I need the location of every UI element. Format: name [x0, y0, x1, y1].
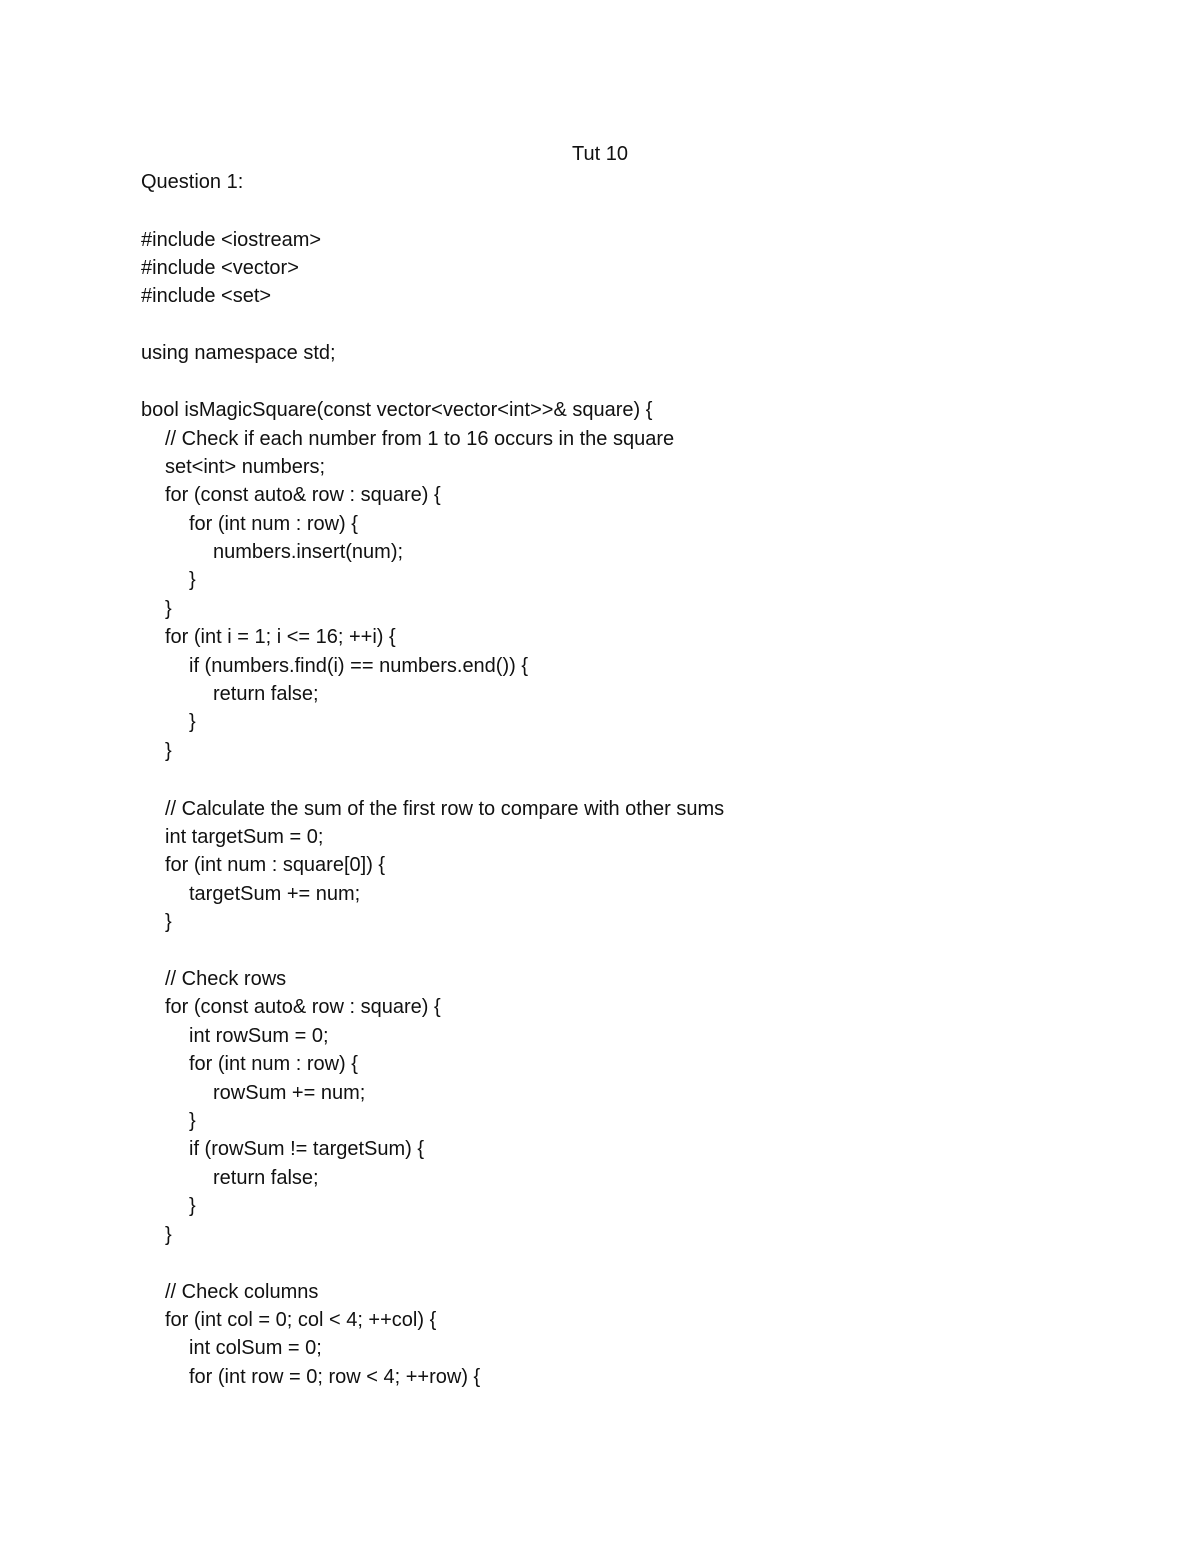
- code-comment: // Calculate the sum of the first row to compare with other sums: [165, 798, 725, 820]
- code-comment: // Check rows: [165, 968, 287, 990]
- code-line: int targetSum = 0;: [165, 826, 324, 848]
- code-line: if (rowSum != targetSum) {: [189, 1138, 425, 1160]
- code-line: int rowSum = 0;: [189, 1025, 329, 1047]
- code-line: for (int col = 0; col < 4; ++col) {: [165, 1309, 437, 1331]
- question-heading: Question 1:: [141, 171, 244, 193]
- code-line: set<int> numbers;: [165, 456, 326, 478]
- code-line: }: [189, 1195, 196, 1217]
- code-line: }: [165, 598, 172, 620]
- code-line: for (const auto& row : square) {: [165, 996, 441, 1018]
- code-line: }: [189, 569, 196, 591]
- code-line: }: [189, 711, 196, 733]
- code-line: return false;: [213, 1167, 319, 1189]
- code-line: numbers.insert(num);: [213, 541, 404, 563]
- code-comment: // Check columns: [165, 1281, 319, 1303]
- code-line: #include <vector>: [141, 257, 299, 279]
- code-line: #include <set>: [141, 285, 272, 307]
- code-line: if (numbers.find(i) == numbers.end()) {: [189, 655, 529, 677]
- code-line: bool isMagicSquare(const vector<vector<int>>& square) {: [141, 399, 653, 421]
- code-comment: // Check if each number from 1 to 16 occurs in the square: [165, 428, 675, 450]
- code-line: }: [165, 740, 172, 762]
- code-line: for (int num : square[0]) {: [165, 854, 386, 876]
- code-line: targetSum += num;: [189, 883, 361, 905]
- code-line: }: [165, 911, 172, 933]
- code-line: return false;: [213, 683, 319, 705]
- code-line: for (int num : row) {: [189, 1053, 358, 1075]
- code-line: for (int i = 1; i <= 16; ++i) {: [165, 626, 396, 648]
- code-line: for (int row = 0; row < 4; ++row) {: [189, 1366, 481, 1388]
- document-title: Tut 10: [572, 143, 628, 165]
- code-line: for (const auto& row : square) {: [165, 484, 441, 506]
- code-line: #include <iostream>: [141, 229, 322, 251]
- code-line: rowSum += num;: [213, 1082, 366, 1104]
- code-line: for (int num : row) {: [189, 513, 358, 535]
- code-line: int colSum = 0;: [189, 1337, 322, 1359]
- code-line: }: [189, 1110, 196, 1132]
- code-line: using namespace std;: [141, 342, 336, 364]
- code-line: }: [165, 1224, 172, 1246]
